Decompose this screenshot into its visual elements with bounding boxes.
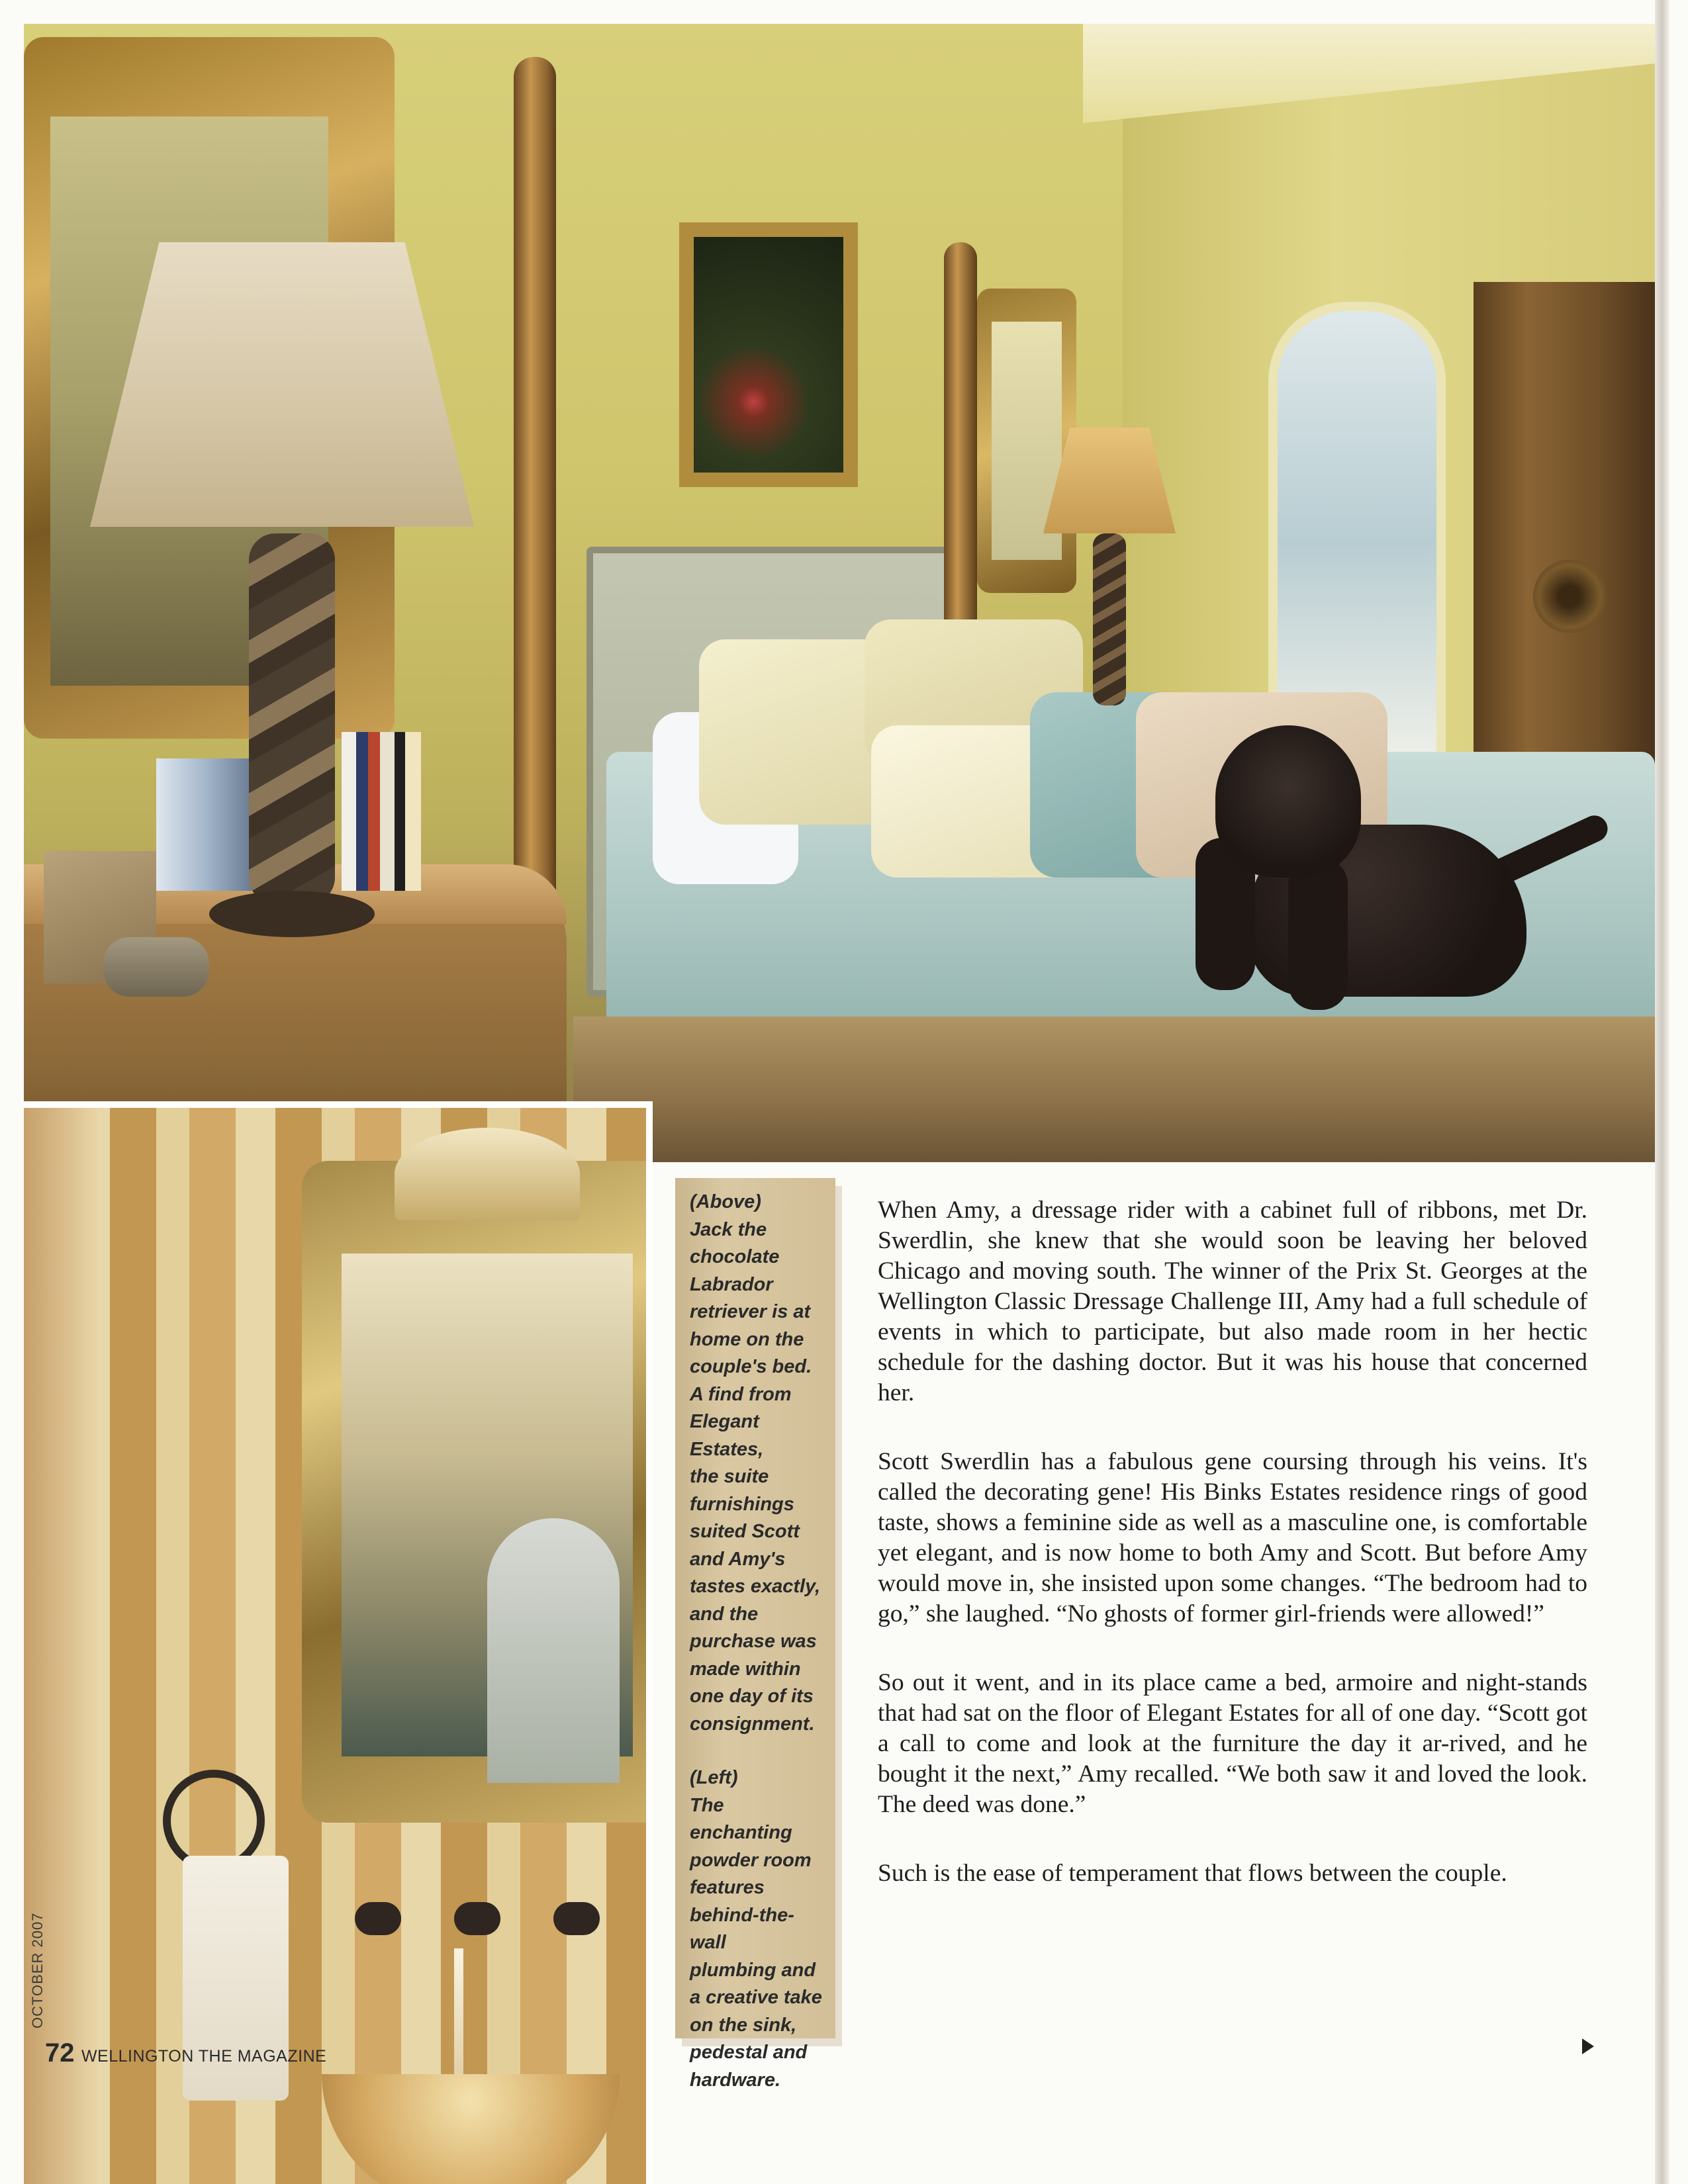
caption-box xyxy=(675,1178,835,2091)
photo-dog xyxy=(1169,725,1646,1069)
caption-above-text: Jack the chocolate Labrador retriever is at home on the couple's bed. A find from Elegant Estates, the suite furnishings suited Scott and Amy's tastes exactly, and the purchase was made within one day of its consignment. xyxy=(690,1218,821,1735)
bedroom-photo xyxy=(24,24,1655,1162)
article-paragraph: When Amy, a dressage rider with a cabinet full of ribbons, met Dr. Swerdlin, she knew that she would soon be leaving her beloved Chicago and moving south. The winner of the Prix St. Georges at the Wellington Classic Dressage Challenge III, Amy had a full schedule of events in which to participate, but also made room in her hectic schedule for the dashing doctor. But it was his house that concerned her. xyxy=(878,1197,1587,1406)
photo-water-stream xyxy=(454,1948,463,2081)
page-number: 72 xyxy=(45,2038,75,2068)
article-body xyxy=(878,1195,1587,1927)
photo-framed-painting xyxy=(679,222,858,487)
magazine-name: WELLINGTON THE MAGAZINE xyxy=(81,2047,327,2066)
photo-lamp-small xyxy=(1043,428,1176,719)
triangle-right-icon xyxy=(1582,2038,1594,2054)
photo-table-lamp xyxy=(90,242,500,970)
caption-left-text: The enchanting powder room features behind-the-wall plumbing and a creative take on the sink, pedestal and hardware. xyxy=(690,1794,822,2091)
caption-text xyxy=(690,1189,829,2094)
issue-date: OCTOBER 2007 xyxy=(29,1912,46,2028)
article-paragraph: Scott Swerdlin has a fabulous gene coursing through his veins. It's called the decorating gene! His Binks Estates residence rings of good taste, shows a feminine side as well as a masculine one, is comfortable yet elegant, and is now home to both Amy and Scott. But before Amy would move in, she insisted upon some changes. “The bedroom had to go,” she laughed. “No ghosts of former girl-friends were allowed!” xyxy=(878,1448,1587,1627)
page-binding-edge xyxy=(1655,0,1669,2184)
photo-faucet xyxy=(355,1895,620,1948)
caption-above-label: (Above) xyxy=(690,1191,761,1212)
photo-ornate-mirror xyxy=(302,1161,653,1823)
caption-left-label: (Left) xyxy=(690,1767,738,1788)
photo-vessel-sink xyxy=(322,2074,620,2184)
article-paragraph: So out it went, and in its place came a bed, armoire and night-stands that had sat on the floor of Elegant Estates for all of one day. “Scott got a call to come and look at the furniture the day it ar-rived, and he bought it the next,” Amy recalled. “We both saw it and loved the look. The deed was done.” xyxy=(878,1669,1587,1818)
powder-room-photo xyxy=(24,1101,653,2184)
page-folio xyxy=(45,2038,326,2068)
article-paragraph: Such is the ease of temperament that flows between the couple. xyxy=(878,1860,1507,1887)
